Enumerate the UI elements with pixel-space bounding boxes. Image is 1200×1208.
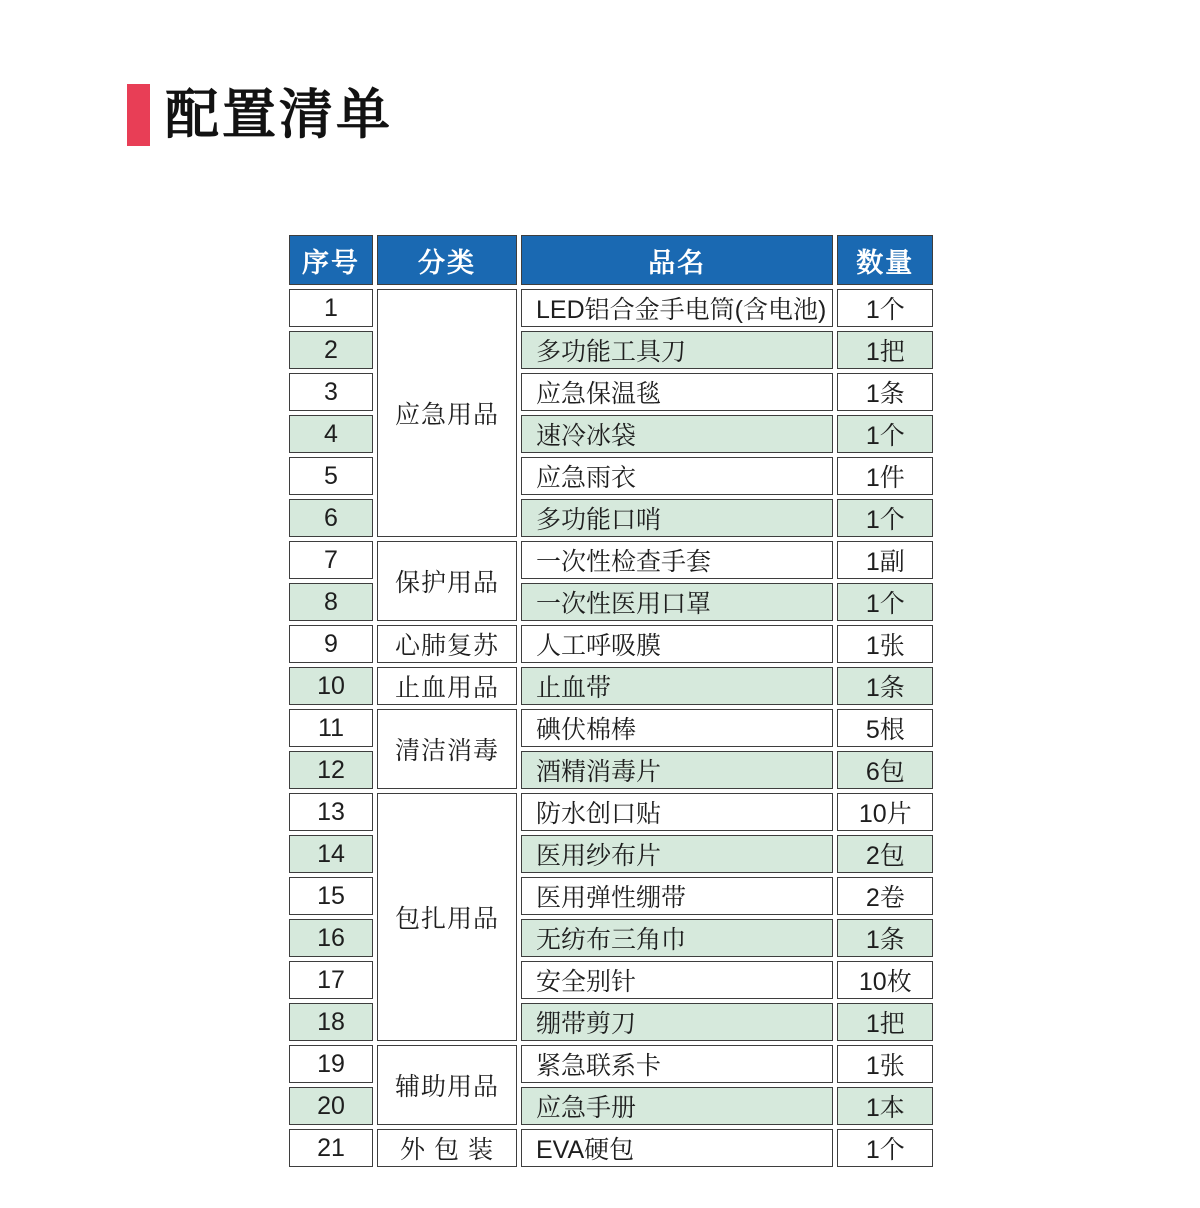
category-cell: 止血用品 xyxy=(377,667,517,705)
item-qty: 1张 xyxy=(837,625,933,663)
table-row xyxy=(289,625,933,663)
item-name: 碘伏棉棒 xyxy=(521,709,833,747)
item-name: 防水创口贴 xyxy=(521,793,833,831)
row-no: 18 xyxy=(289,1003,373,1041)
item-qty: 1副 xyxy=(837,541,933,579)
item-qty: 6包 xyxy=(837,751,933,789)
item-qty: 2包 xyxy=(837,835,933,873)
item-qty: 10片 xyxy=(837,793,933,831)
item-name: 应急手册 xyxy=(521,1087,833,1125)
item-qty: 1张 xyxy=(837,1045,933,1083)
item-name: 医用纱布片 xyxy=(521,835,833,873)
category-cell: 外 包 装 xyxy=(377,1129,517,1167)
item-name: 人工呼吸膜 xyxy=(521,625,833,663)
item-qty: 1个 xyxy=(837,415,933,453)
table-row xyxy=(289,541,933,579)
item-qty: 1个 xyxy=(837,499,933,537)
category-cell: 辅助用品 xyxy=(377,1045,517,1125)
row-no: 21 xyxy=(289,1129,373,1167)
table-row xyxy=(289,667,933,705)
item-qty: 1把 xyxy=(837,331,933,369)
config-table xyxy=(285,231,937,1171)
item-name: 医用弹性绷带 xyxy=(521,877,833,915)
row-no: 17 xyxy=(289,961,373,999)
item-qty: 2卷 xyxy=(837,877,933,915)
row-no: 15 xyxy=(289,877,373,915)
row-no: 9 xyxy=(289,625,373,663)
item-name: 绷带剪刀 xyxy=(521,1003,833,1041)
item-name: 一次性医用口罩 xyxy=(521,583,833,621)
table-row xyxy=(289,793,933,831)
row-no: 1 xyxy=(289,289,373,327)
col-header-qty: 数量 xyxy=(837,235,933,285)
item-qty: 1个 xyxy=(837,583,933,621)
row-no: 10 xyxy=(289,667,373,705)
item-name: 安全别针 xyxy=(521,961,833,999)
item-name: 酒精消毒片 xyxy=(521,751,833,789)
item-qty: 5根 xyxy=(837,709,933,747)
row-no: 20 xyxy=(289,1087,373,1125)
row-no: 2 xyxy=(289,331,373,369)
title-accent-bar xyxy=(127,84,150,146)
item-qty: 1本 xyxy=(837,1087,933,1125)
item-name: 无纺布三角巾 xyxy=(521,919,833,957)
item-name: 多功能工具刀 xyxy=(521,331,833,369)
item-name: 一次性检查手套 xyxy=(521,541,833,579)
row-no: 3 xyxy=(289,373,373,411)
row-no: 16 xyxy=(289,919,373,957)
row-no: 6 xyxy=(289,499,373,537)
col-header-no: 序号 xyxy=(289,235,373,285)
category-cell: 包扎用品 xyxy=(377,793,517,1041)
item-name: EVA硬包 xyxy=(521,1129,833,1167)
item-name: LED铝合金手电筒(含电池) xyxy=(521,289,833,327)
item-name: 止血带 xyxy=(521,667,833,705)
item-name: 速冷冰袋 xyxy=(521,415,833,453)
item-qty: 1件 xyxy=(837,457,933,495)
row-no: 4 xyxy=(289,415,373,453)
table-row xyxy=(289,709,933,747)
table-row xyxy=(289,1045,933,1083)
row-no: 7 xyxy=(289,541,373,579)
category-cell: 应急用品 xyxy=(377,289,517,537)
item-name: 应急保温毯 xyxy=(521,373,833,411)
item-qty: 1条 xyxy=(837,667,933,705)
col-header-category: 分类 xyxy=(377,235,517,285)
row-no: 8 xyxy=(289,583,373,621)
row-no: 13 xyxy=(289,793,373,831)
category-cell: 清洁消毒 xyxy=(377,709,517,789)
row-no: 14 xyxy=(289,835,373,873)
row-no: 5 xyxy=(289,457,373,495)
title-block xyxy=(127,84,393,146)
item-name: 应急雨衣 xyxy=(521,457,833,495)
item-qty: 10枚 xyxy=(837,961,933,999)
row-no: 12 xyxy=(289,751,373,789)
page-title: 配置清单 xyxy=(165,85,393,145)
item-name: 多功能口哨 xyxy=(521,499,833,537)
item-qty: 1把 xyxy=(837,1003,933,1041)
row-no: 19 xyxy=(289,1045,373,1083)
col-header-name: 品名 xyxy=(521,235,833,285)
item-qty: 1条 xyxy=(837,373,933,411)
row-no: 11 xyxy=(289,709,373,747)
item-qty: 1条 xyxy=(837,919,933,957)
item-name: 紧急联系卡 xyxy=(521,1045,833,1083)
category-cell: 心肺复苏 xyxy=(377,625,517,663)
table-row xyxy=(289,1129,933,1167)
item-qty: 1个 xyxy=(837,289,933,327)
category-cell: 保护用品 xyxy=(377,541,517,621)
item-qty: 1个 xyxy=(837,1129,933,1167)
table-header-row xyxy=(289,235,933,285)
table-row xyxy=(289,289,933,327)
